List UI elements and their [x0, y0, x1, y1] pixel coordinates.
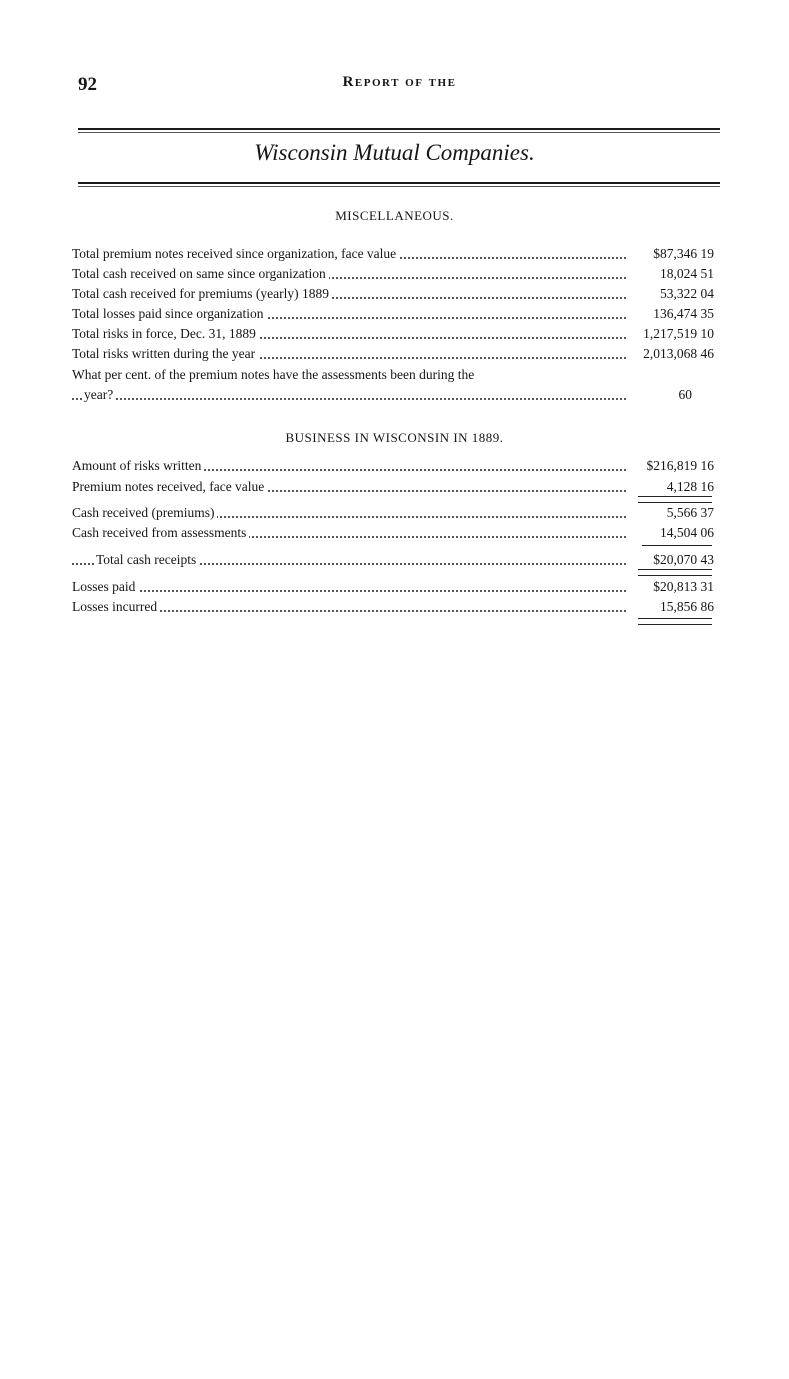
section-title: Wisconsin Mutual Companies. [254, 140, 535, 165]
table-row [72, 456, 714, 476]
row-amount: $87,346 19 [634, 244, 714, 264]
row-amount: 14,504 06 [634, 523, 714, 543]
table-row [72, 477, 714, 497]
table-row [72, 550, 714, 570]
row-label: Total cash received on same since organization [72, 264, 329, 284]
row-label: Total premium notes received since organization, face value [72, 244, 399, 264]
sum-rule [642, 545, 712, 546]
row-label: Total cash receipts [96, 550, 199, 570]
table-row [72, 385, 714, 405]
row-amount: 18,024 51 [634, 264, 714, 284]
row-amount: 1,217,519 10 [634, 324, 714, 344]
row-label: Cash received (premiums) [72, 503, 217, 523]
miscellaneous-heading: MISCELLANEOUS. [335, 208, 454, 223]
table-row [72, 344, 714, 364]
table-row [72, 365, 714, 385]
row-label: Total cash received for premiums (yearly) 1889 [72, 284, 332, 304]
dot-leader [72, 398, 626, 400]
bottom-rule [78, 182, 720, 184]
table-row [72, 324, 714, 344]
row-amount: 2,013,068 46 [634, 344, 714, 364]
row-amount: 60 [634, 385, 714, 405]
row-label: Total losses paid since organization [72, 304, 267, 324]
table-row [72, 304, 714, 324]
table-row [72, 503, 714, 523]
row-label: Cash received from assessments [72, 523, 249, 543]
row-amount: 136,474 35 [634, 304, 714, 324]
double-rule [638, 569, 712, 576]
table-row [72, 244, 714, 264]
dot-leader [72, 590, 626, 592]
table-row [72, 577, 714, 597]
table-row [72, 523, 714, 543]
table-row [72, 597, 714, 617]
row-label: Premium notes received, face value [72, 477, 267, 497]
top-rule [78, 128, 720, 130]
row-amount: $216,819 16 [634, 456, 714, 476]
row-amount: 4,128 16 [634, 477, 714, 497]
row-amount: 5,566 37 [634, 503, 714, 523]
row-label: Total risks written during the year [72, 344, 258, 364]
table-row [72, 284, 714, 304]
row-amount: 53,322 04 [634, 284, 714, 304]
row-label: year? [84, 385, 116, 405]
page-number: 92 [78, 74, 97, 95]
row-label: Amount of risks written [72, 456, 204, 476]
table-row [72, 264, 714, 284]
business-heading: BUSINESS IN WISCONSIN IN 1889. [285, 430, 504, 445]
row-label: Losses incurred [72, 597, 160, 617]
running-head: Report of the [342, 74, 457, 90]
row-amount: $20,070 43 [634, 550, 714, 570]
row-amount: $20,813 31 [634, 577, 714, 597]
row-label: What per cent. of the premium notes have the assessments been during the [72, 365, 477, 385]
row-label: Losses paid [72, 577, 138, 597]
row-amount: 15,856 86 [634, 597, 714, 617]
row-label: Total risks in force, Dec. 31, 1889 [72, 324, 259, 344]
double-rule [638, 496, 712, 503]
double-rule [638, 618, 712, 625]
